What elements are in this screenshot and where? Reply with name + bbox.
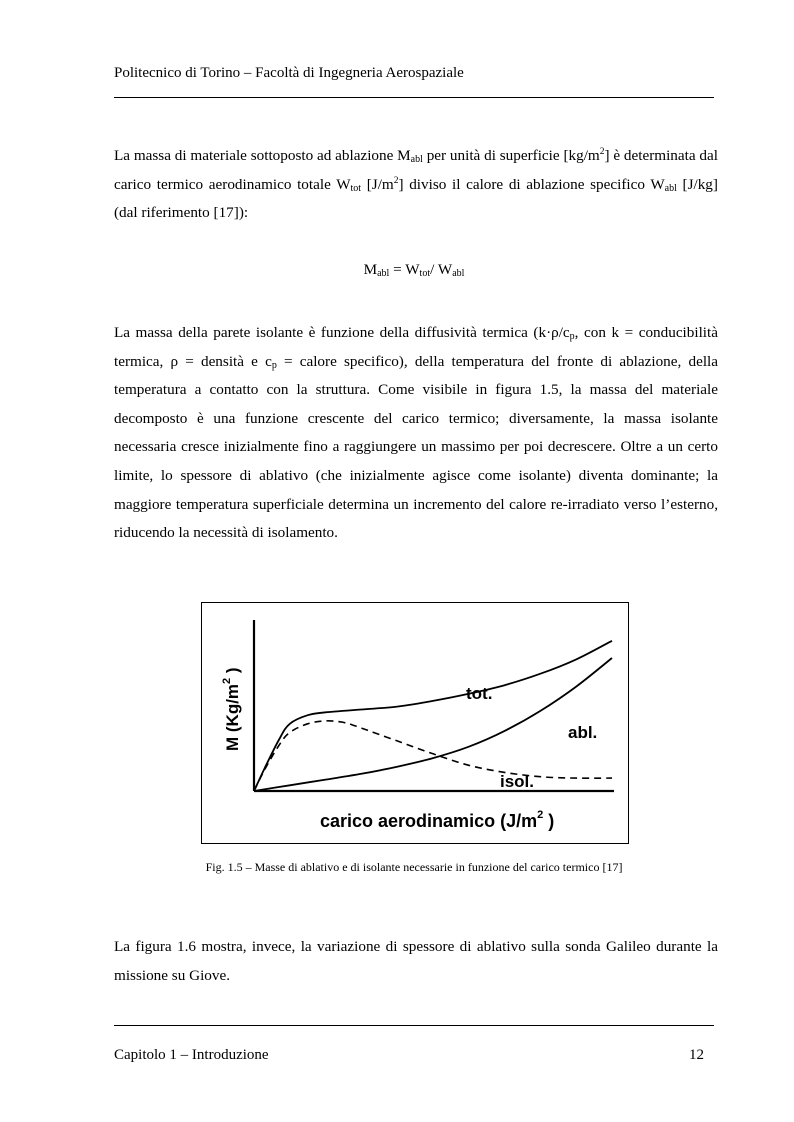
- page-number: 12: [689, 1047, 704, 1063]
- series-line-isol: [254, 721, 612, 791]
- series-label-isol: isol.: [500, 772, 535, 791]
- series-label-tot: tot.: [466, 684, 493, 703]
- figure-1-5: [201, 602, 629, 844]
- header-rule: [114, 97, 714, 98]
- paragraph-figure-1-6: La figura 1.6 mostra, invece, la variazione di spessore di ablativo sulla sonda Galileo durante la missione su Giove.: [114, 938, 718, 984]
- series-label-abl: abl.: [568, 723, 598, 742]
- mass-vs-heat-load-chart: [202, 603, 630, 845]
- x-axis-label: carico aerodinamico ($J/m^2$ ): [320, 809, 555, 831]
- y-axis-label: M ($Kg/m^2$ ): [221, 667, 242, 751]
- series-line-tot: [254, 641, 612, 791]
- paragraph-insulating-wall: La massa della parete isolante è funzione della diffusività termica ($k\cdot\rho/c_p$, con k = conducibilità termica, ρ = densità e $c_p$ = calore specifico), della temperatura del fronte di ablazione, della temperatura a contatto con la struttura. Come visibile in figura 1.5, la massa del materiale decomposto è una funzione crescente del carico termico; diversamente, la massa isolante necessaria cresce inizialmente fino a raggiungere un massimo per poi decrescere. Oltre a un certo limite, lo spessore di ablativo (che inizialmente agisce come isolante) diventa dominante; la maggiore temperatura superficiale determina un incremento del calore re-irradiato verso l’esterno, riducendo la necessità di isolamento.: [114, 324, 718, 542]
- paragraph-mass-ablation: La massa di materiale sottoposto ad ablazione $M_{abl}$ per unità di superficie $[kg/m^2]$ è determinata dal carico termico aerodinamico totale $W_{tot}$ $[J/m^2]$ diviso il calore di ablazione specifico $W_{abl}$ [J/kg] (dal riferimento [17]):: [114, 147, 718, 222]
- running-header: Politecnico di Torino – Facoltà di Ingegneria Aerospaziale: [114, 65, 464, 81]
- equation-mass-ablation: $M_{abl} = W_{tot}/$ $W_{abl}$: [363, 261, 465, 279]
- figure-caption: Fig. 1.5 – Masse di ablativo e di isolante necessarie in funzione del carico termico [17]: [205, 860, 623, 874]
- footer-rule: [114, 1025, 714, 1026]
- footer-chapter: Capitolo 1 – Introduzione: [114, 1047, 269, 1063]
